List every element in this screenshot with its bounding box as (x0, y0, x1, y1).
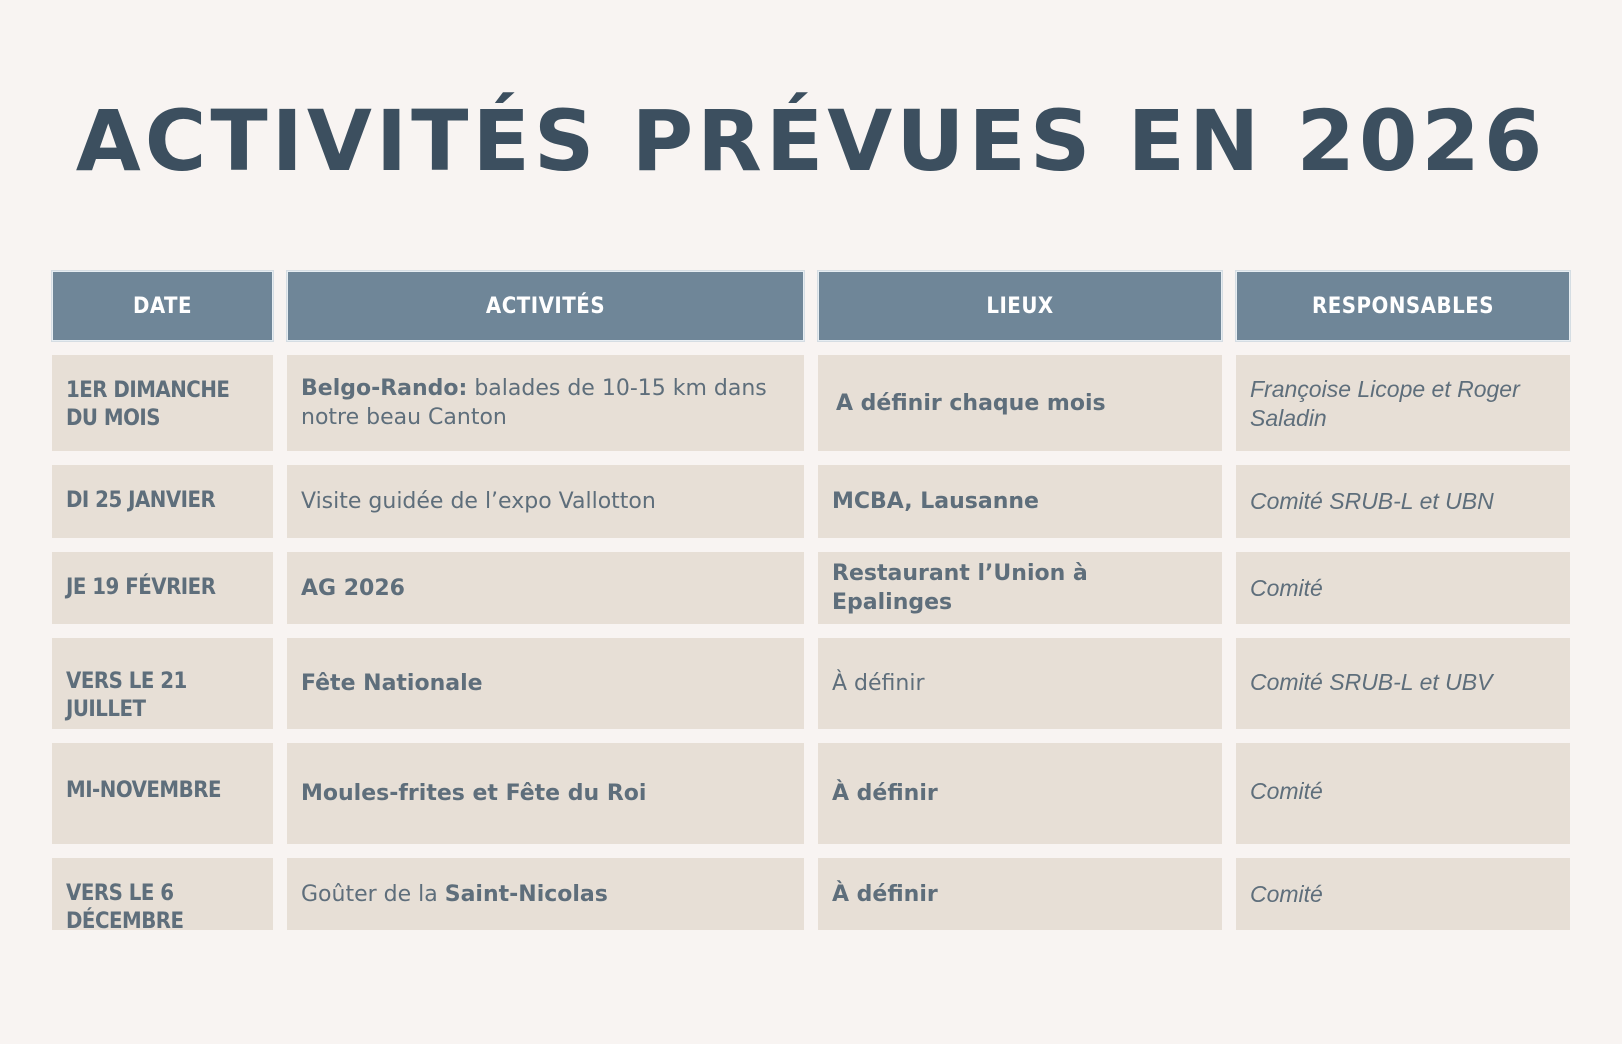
row-6-activity-text: Goûter de la (301, 881, 445, 907)
row-2-location: MCBA, Lausanne (818, 465, 1222, 538)
row-4-date: VERS LE 21 JUILLET (52, 638, 273, 729)
row-2-date: DI 25 JANVIER (52, 465, 273, 538)
row-1-activity-bold: Belgo-Rando: (301, 376, 468, 401)
row-4-location: À définir (818, 638, 1222, 729)
activities-table (52, 271, 1570, 934)
row-3-date: JE 19 FÉVRIER (52, 552, 273, 624)
row-1-responsables: Françoise Licope et Roger Saladin (1236, 355, 1570, 451)
row-6-activity-bold: Saint-Nicolas (444, 881, 608, 907)
row-1-activity-text: balades de 10-15 km dans notre beau Canton (301, 376, 767, 430)
row-6-responsables: Comité (1236, 858, 1570, 930)
header-lieux: LIEUX (818, 271, 1222, 341)
row-5-responsables: Comité (1236, 743, 1570, 844)
row-1-date: 1ER DIMANCHE DU MOIS (52, 355, 273, 451)
row-4-activity: Fête Nationale (287, 638, 804, 729)
row-3-responsables: Comité (1236, 552, 1570, 624)
row-3-activity: AG 2026 (287, 552, 804, 624)
row-2-activity: Visite guidée de l’expo Vallotton (287, 465, 804, 538)
row-5-location: À définir (818, 743, 1222, 844)
row-6-activity (287, 858, 804, 930)
header-activites: ACTIVITÉS (287, 271, 804, 341)
page-title: ACTIVITÉS PRÉVUES EN 2026 (75, 92, 1547, 190)
row-5-date: MI-NOVEMBRE (52, 743, 273, 844)
row-2-responsables: Comité SRUB-L et UBN (1236, 465, 1570, 538)
header-date: DATE (52, 271, 273, 341)
row-3-location: Restaurant l’Union à Epalinges (818, 552, 1222, 624)
row-6-date: VERS LE 6 DÉCEMBRE (52, 858, 273, 930)
row-5-activity: Moules-frites et Fête du Roi (287, 743, 804, 844)
row-1-location: A définir chaque mois (818, 355, 1222, 451)
row-6-location: À définir (818, 858, 1222, 930)
row-4-responsables: Comité SRUB-L et UBV (1236, 638, 1570, 729)
row-1-activity (287, 355, 804, 451)
header-responsables: RESPONSABLES (1236, 271, 1570, 341)
